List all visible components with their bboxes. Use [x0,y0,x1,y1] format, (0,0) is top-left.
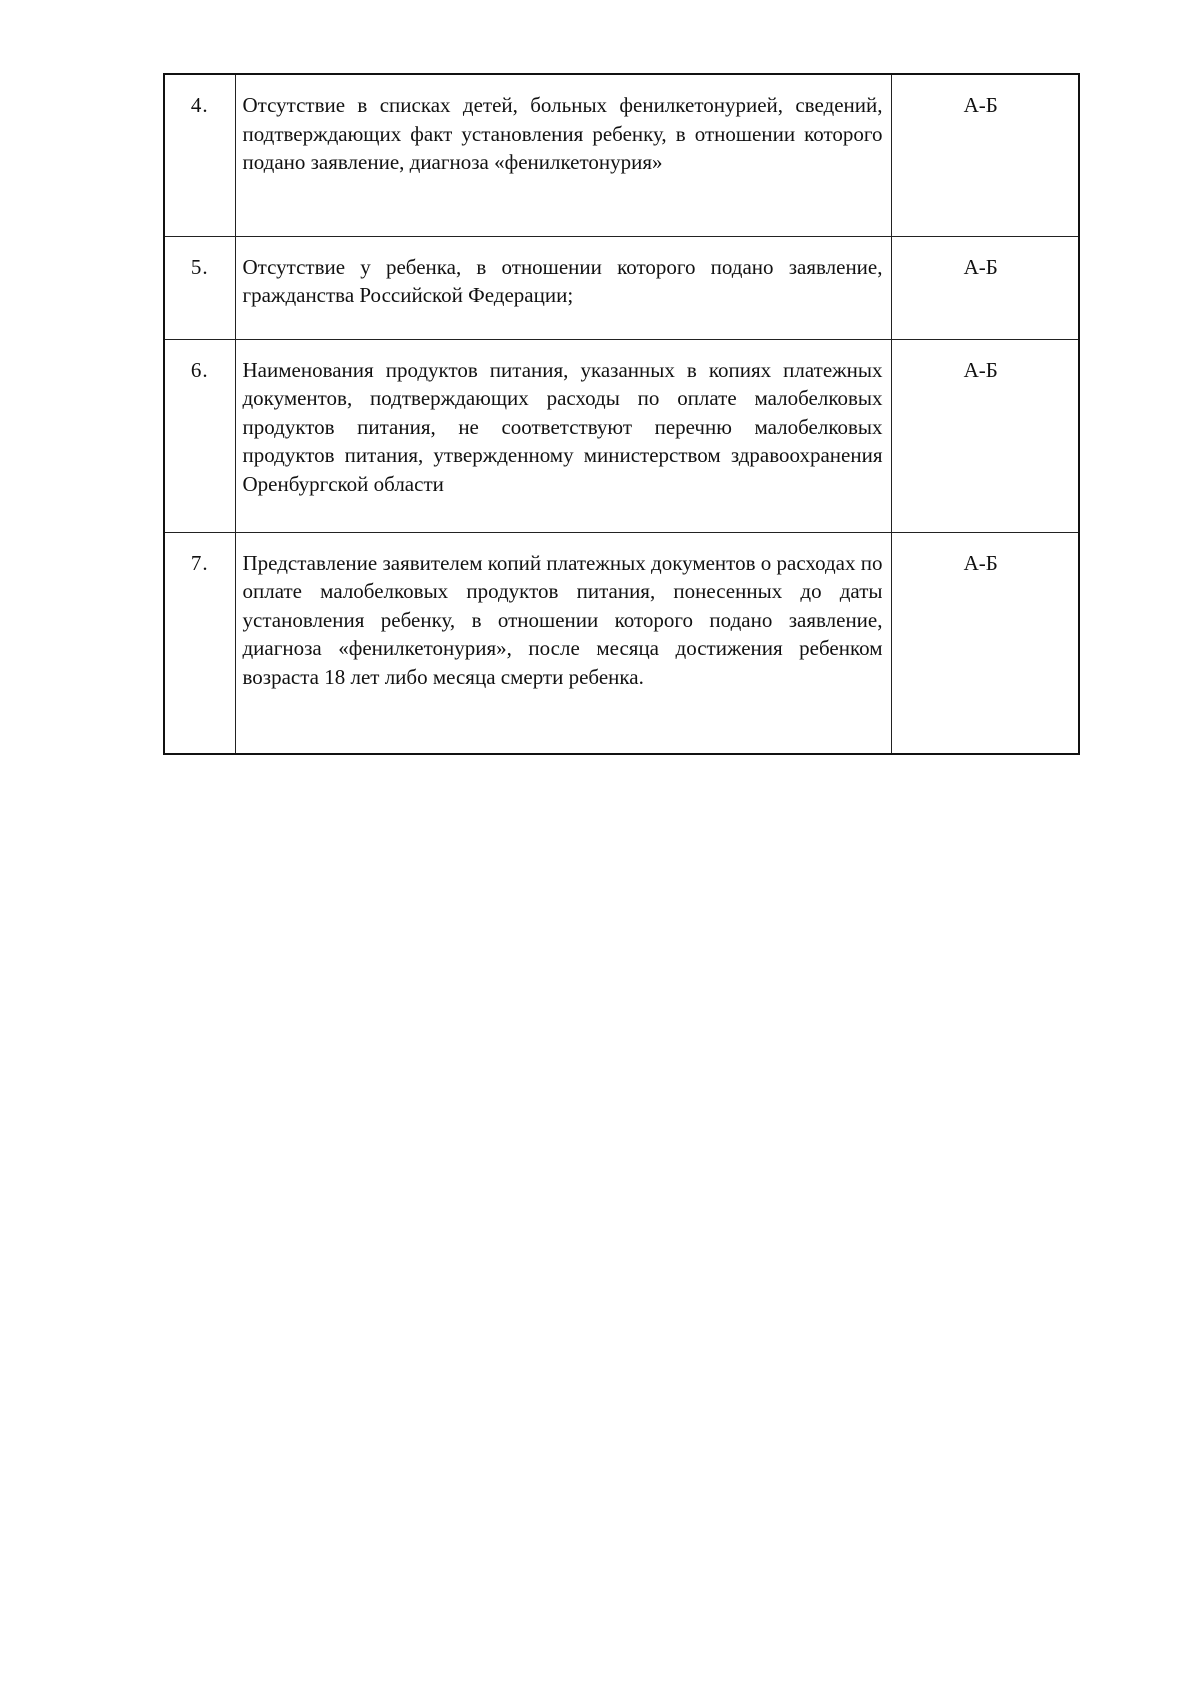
table-row [164,74,1079,236]
table-row [164,236,1079,339]
table-row [164,532,1079,754]
row-number: 6. [164,339,235,532]
row-text: Отсутствие у ребенка, в отношении которого подано заявление, гражданства Российской Федерации; [235,236,891,339]
table-row [164,339,1079,532]
row-text: Отсутствие в списках детей, больных фенилкетонурией, сведений, подтверждающих факт установления ребенку, в отношении которого подано заявление, диагноза «фенилкетонурия» [235,74,891,236]
row-code: А-Б [891,339,1079,532]
row-number: 5. [164,236,235,339]
row-code: А-Б [891,532,1079,754]
row-text: Наименования продуктов питания, указанных в копиях платежных документов, подтверждающих расходы по оплате малобелковых продуктов питания, не соответствуют перечню малобелковых продуктов питания, утвержденному министерством здравоохранения Оренбургской области [235,339,891,532]
row-number: 7. [164,532,235,754]
row-text: Представление заявителем копий платежных документов о расходах по оплате малобелковых продуктов питания, понесенных до даты установления ребенку, в отношении которого подано заявление, диагноза «фенилкетонурия», после месяца достижения ребенком возраста 18 лет либо месяца смерти ребенка. [235,532,891,754]
row-number: 4. [164,74,235,236]
row-code: А-Б [891,236,1079,339]
grounds-table [163,73,1080,755]
row-code: А-Б [891,74,1079,236]
